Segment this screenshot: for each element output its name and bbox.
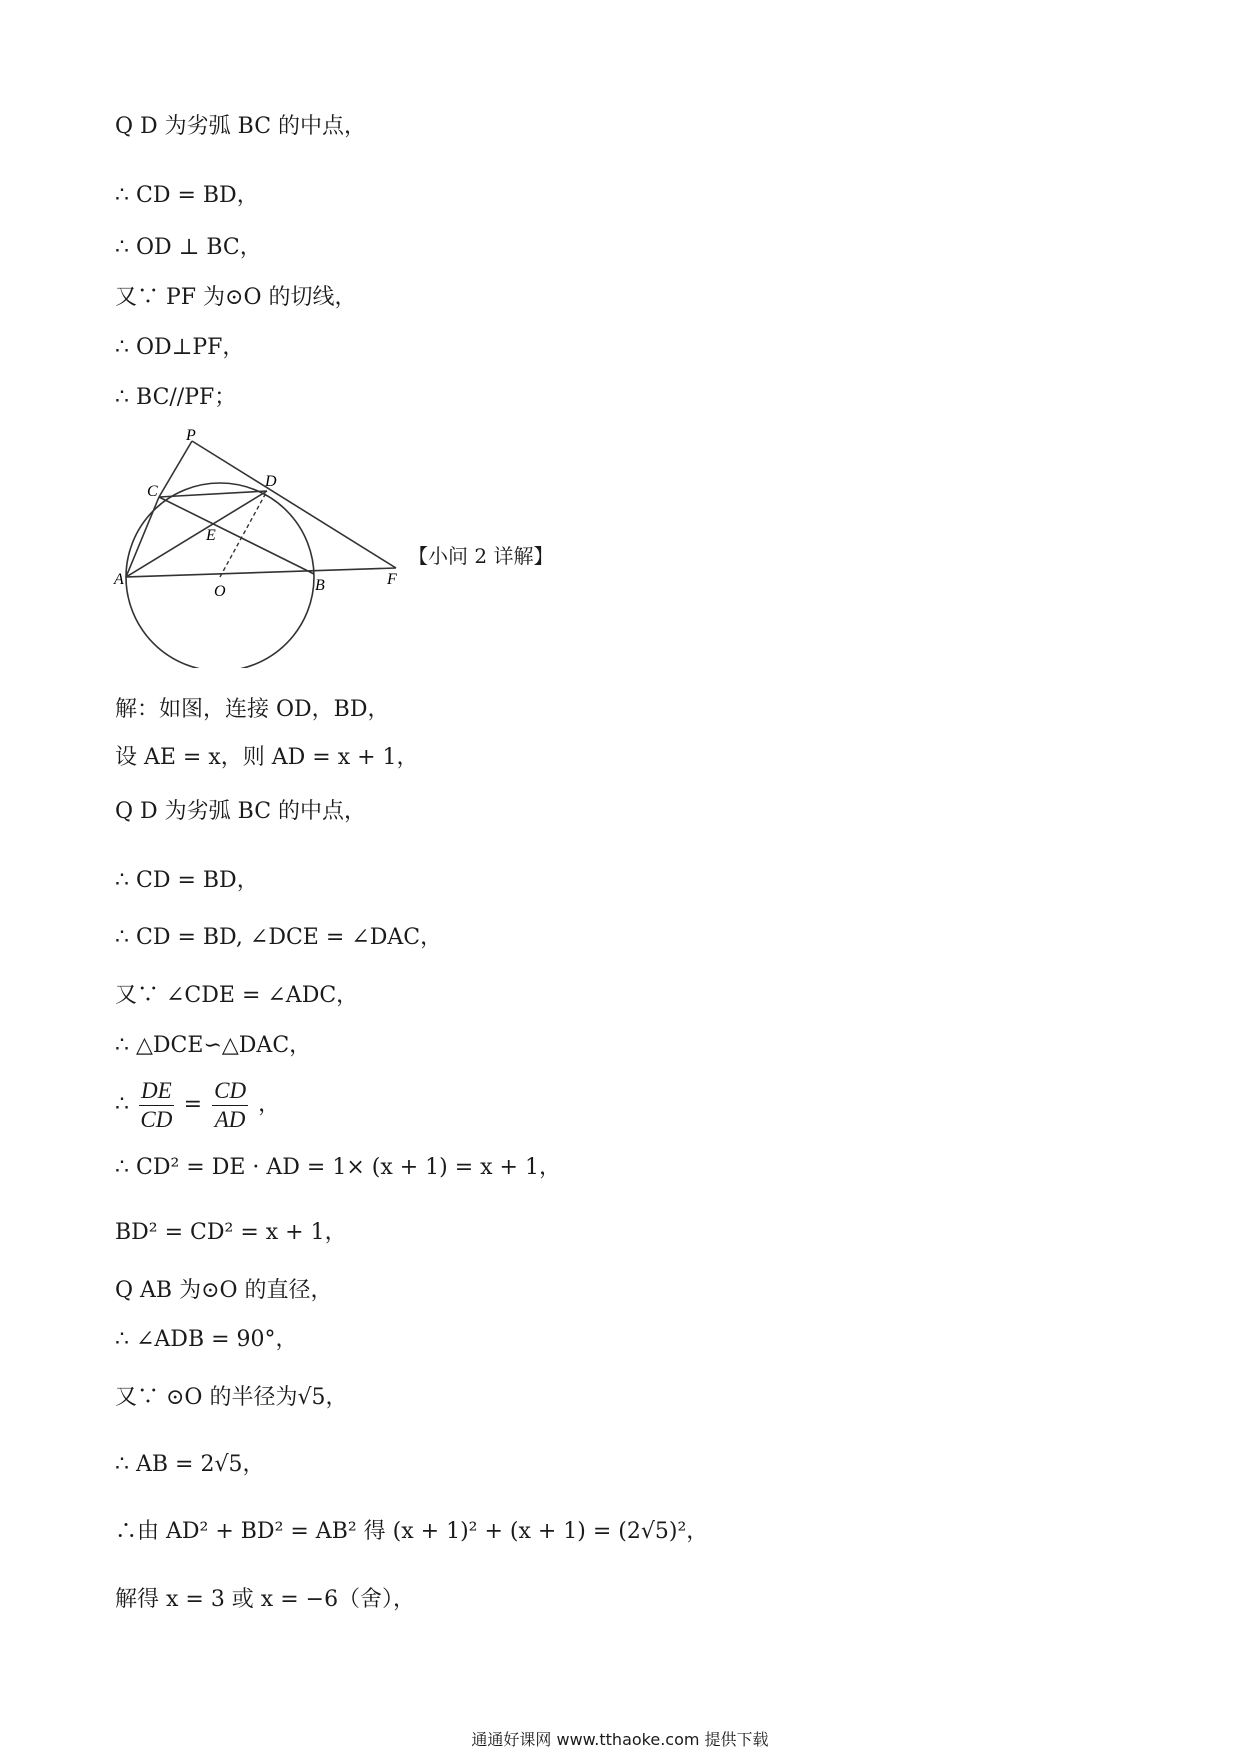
text-line: 又∵ PF 为⊙O 的切线，: [115, 285, 357, 310]
text-line: ∴ △DCE∽△DAC，: [115, 1033, 312, 1058]
text-line: ∴ CD = BD，: [115, 868, 259, 893]
fraction-equals: =: [183, 1092, 203, 1117]
label-a: A: [114, 571, 124, 588]
text-line: 又∵ ⊙O 的半径为√5，: [115, 1385, 348, 1410]
text-line: ∴ OD⊥PF，: [115, 335, 245, 360]
footer-watermark: 通通好课网 www.tthaoke.com 提供下载: [471, 1730, 769, 1749]
text-line: ∴ BC//PF；: [115, 385, 237, 410]
text-line: ∴ OD ⊥ BC，: [115, 235, 262, 260]
fraction-prefix: ∴: [115, 1092, 129, 1117]
fraction-left-denominator: CD: [140, 1106, 173, 1132]
text-line: ∴ ∠ADB = 90°，: [115, 1327, 298, 1352]
text-line: ∴ CD² = DE · AD = 1× (x + 1) = x + 1，: [115, 1155, 561, 1180]
fraction-left: [139, 1077, 174, 1134]
text-line: Q D 为劣弧 BC 的中点，: [115, 114, 367, 139]
text-line: 解：如图，连接 OD，BD，: [115, 697, 390, 722]
text-line: ∴ CD = BD，: [115, 183, 259, 208]
line-ca: [126, 497, 159, 577]
label-o: O: [214, 583, 226, 600]
text-line: ∴ CD = BD, ∠DCE = ∠DAC，: [115, 925, 443, 950]
fraction-right-numerator: CD: [212, 1077, 248, 1106]
text-line: 设 AE = x，则 AD = x + 1，: [115, 745, 419, 770]
label-b: B: [315, 577, 325, 594]
geometry-figure: [112, 428, 412, 668]
label-f: F: [387, 571, 397, 588]
line-ad: [126, 491, 267, 577]
text-line: Q AB 为⊙O 的直径，: [115, 1278, 333, 1303]
line-cb: [159, 497, 314, 574]
text-line: Q D 为劣弧 BC 的中点，: [115, 799, 367, 824]
fraction-left-numerator: DE: [139, 1077, 174, 1106]
line-pf: [192, 441, 396, 568]
label-d: D: [265, 473, 277, 490]
label-e: E: [206, 527, 216, 544]
label-c: C: [147, 483, 158, 500]
text-line: ∴由 AD² + BD² = AB² 得 (x + 1)² + (x + 1) = (2√5)²，: [115, 1519, 709, 1544]
line-od-dashed: [220, 491, 267, 577]
fraction-right: [212, 1077, 248, 1134]
fraction-line: [115, 1075, 280, 1135]
section-label: 【小问 2 详解】: [408, 544, 554, 568]
fraction-right-denominator: AD: [214, 1106, 246, 1132]
fraction-suffix: ，: [258, 1092, 281, 1117]
label-p: P: [186, 428, 196, 444]
text-line: 又∵ ∠CDE = ∠ADC，: [115, 983, 359, 1008]
text-line: ∴ AB = 2√5，: [115, 1452, 265, 1477]
line-af: [126, 568, 396, 577]
text-line: BD² = CD² = x + 1，: [115, 1220, 347, 1245]
text-line: 解得 x = 3 或 x = −6（舍），: [115, 1587, 416, 1612]
